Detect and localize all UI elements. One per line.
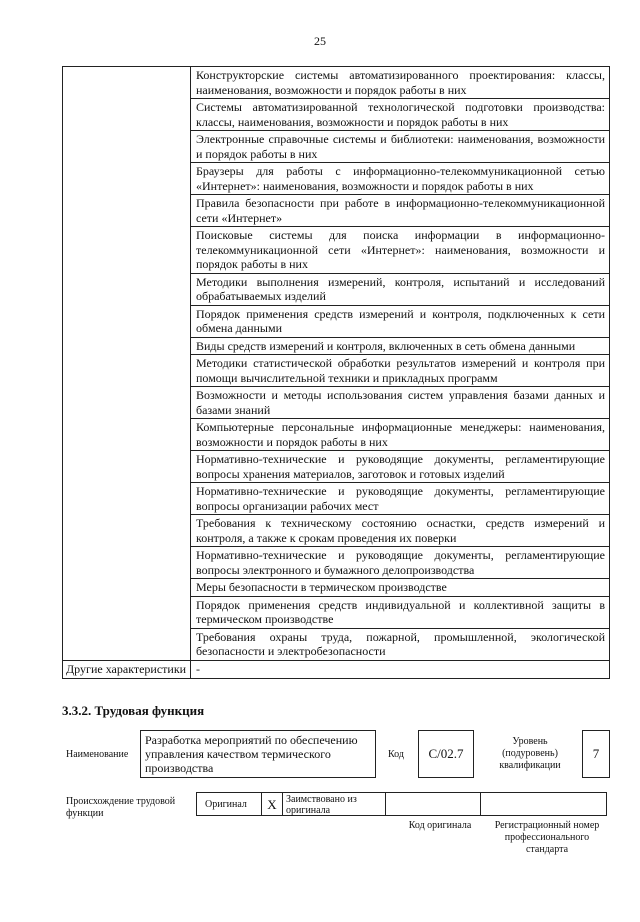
- other-characteristics-label: Другие характеристики: [63, 660, 191, 678]
- knowledge-item: Конструкторские системы автоматизированного проектирования: классы, наименования, возможности и порядок работы в них: [191, 67, 609, 99]
- knowledge-list-cell: [191, 67, 610, 661]
- origin-label: Происхождение трудовой функции: [66, 796, 176, 819]
- knowledge-item: Методики статистической обработки результатов измерений и контроля при помощи вычислительной техники и прикладных программ: [191, 355, 609, 387]
- knowledge-item: Браузеры для работы с информационно-телекоммуникационной сетью «Интернет»: наименования, возможности и порядок работы в них: [191, 163, 609, 195]
- knowledge-item: Нормативно-технические и руководящие документы, регламентирующие вопросы электронного и бумажного делопроизводства: [191, 547, 609, 579]
- knowledge-item: Правила безопасности при работе в информационно-телекоммуникационной сети «Интернет»: [191, 195, 609, 227]
- other-characteristics-value: -: [191, 660, 610, 678]
- borrowed-label: Заимствовано из оригинала: [282, 792, 386, 816]
- knowledge-item: Меры безопасности в термическом производстве: [191, 579, 609, 597]
- page-number: 25: [314, 34, 326, 48]
- original-label: Оригинал: [196, 792, 262, 816]
- knowledge-item: Нормативно-технические и руководящие документы, регламентирующие вопросы организации рабочих мест: [191, 483, 609, 515]
- origin-row: [196, 792, 610, 816]
- requirements-table: [62, 66, 610, 679]
- registration-number-caption: Регистрационный номер профессионального стандарта: [494, 820, 600, 855]
- qualification-level-box: 7: [582, 730, 610, 778]
- function-name-box: Разработка мероприятий по обеспечению управления качеством термического производства: [140, 730, 376, 778]
- knowledge-item: Компьютерные персональные информационные менеджеры: наименования, возможности и порядок работы в них: [191, 419, 609, 451]
- original-code-cell: [385, 792, 481, 816]
- original-code-caption: Код оригинала: [408, 820, 472, 831]
- knowledge-label-cell: [63, 67, 191, 661]
- knowledge-item: Требования охраны труда, пожарной, промышленной, экологической безопасности и электробезопасности: [196, 629, 605, 658]
- knowledge-item: Системы автоматизированной технологической подготовки производства: классы, наименования, возможности и порядок работы в них: [191, 99, 609, 131]
- name-label: Наименование: [66, 749, 129, 760]
- knowledge-item: Возможности и методы использования систем управления базами данных и базами знаний: [191, 387, 609, 419]
- knowledge-item: Нормативно-технические и руководящие документы, регламентирующие вопросы хранения материалов, заготовок и готовых изделий: [191, 451, 609, 483]
- original-mark: X: [261, 792, 283, 816]
- registration-number-cell: [480, 792, 607, 816]
- knowledge-item: Порядок применения средств индивидуальной и коллективной защиты в термическом производстве: [191, 597, 609, 629]
- knowledge-item: Порядок применения средств измерений и контроля, подключенных к сети обмена данными: [191, 306, 609, 338]
- knowledge-item: Методики выполнения измерений, контроля, испытаний и исследований обрабатываемых изделий: [191, 274, 609, 306]
- knowledge-item: Требования к техническому состоянию оснастки, средств измерений и контроля, а также к срокам проведения их поверки: [191, 515, 609, 547]
- knowledge-item: Виды средств измерений и контроля, включенных в сеть обмена данными: [191, 338, 609, 356]
- knowledge-item: Электронные справочные системы и библиотеки: наименования, возможности и порядок работы в них: [191, 131, 609, 163]
- code-label: Код: [388, 749, 404, 760]
- knowledge-list: [191, 67, 609, 660]
- function-code-box: C/02.7: [418, 730, 474, 778]
- section-title: 3.3.2. Трудовая функция: [62, 703, 205, 718]
- knowledge-item: Поисковые системы для поиска информации в информационно-телекоммуникационной сети «Интернет»: наименования, возможности и порядок работы в них: [191, 227, 609, 274]
- level-label: Уровень (подуровень) квалификации: [499, 736, 561, 771]
